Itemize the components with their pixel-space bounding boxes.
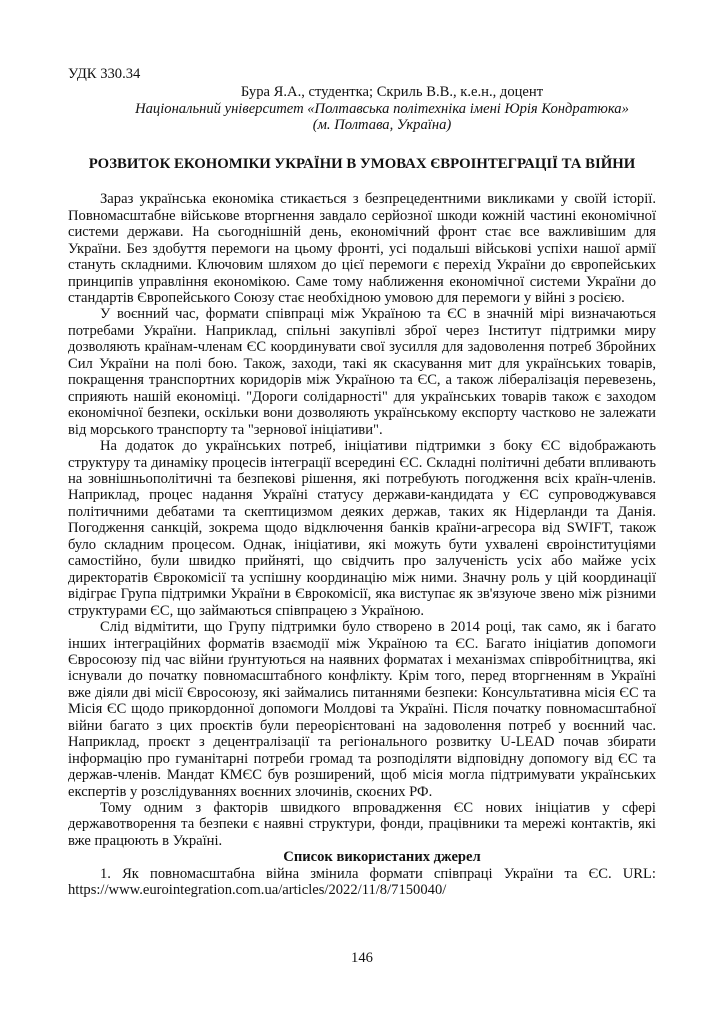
paragraph: У воєнний час, формати співпраці між Україною та ЄС в значній мірі визначаються потребами України. Наприклад, спільні закупівлі зброї через Інститут підтримки миру дозволяють країнам-членам ЄС координувати свої зусилля для задоволення потреб Збройних Сил України на полі бою. Також, заходи, такі як скасування мит для українських товарів, покращення транспортних коридорів між Україною та ЄС, а також лібералізація перевезень, сприяють нашій економіці. "Дороги солідарності" для українських товарів також є заходом економічної безпеки, оскільки вони дозволяють українському експорту частково не залежати від морського транспорту та "зернової ініціативи". [68,306,656,438]
document-page [68,66,656,899]
affiliation: Національний університет «Полтавська політехніка імені Юрія Кондратюка» [135,100,629,117]
paragraph: Слід відмітити, що Групу підтримки було створено в 2014 році, так само, як і багато інших інтеграційних форматів взаємодії між Україною та ЄС. Багато ініціатив допомоги Євросоюзу під час війни ґрунтуються на наявних форматах і механізмах співробітництва, які існували до початку повномасштабного конфлікту. Крім того, перед вторгненням в Україні вже діяли дві місії Євросоюзу, які займались питаннями безпеки: Консультативна місія ЄС та Місія ЄС щодо прикордонної допомоги Молдові та Україні. Після початку повномасштабної війни багато з цих проєктів були переорієнтовані на задоволення потреб у воєнний час. Наприклад, проєкт з децентралізації та регіонального розвитку U-LEAD почав збирати інформацію про гуманітарні потреби громад та розподіляти відповідну допомогу від ЄС та держав-членів. Мандат КМЄС був розширений, щоб місія могла підтримувати українських експертів у розслідуваннях воєнних злочинів, скоєних РФ. [68,619,656,800]
authors: Бура Я.А., студентка; Скриль В.В., к.е.н., доцент [240,84,544,101]
article-title: РОЗВИТОК ЕКОНОМІКИ УКРАЇНИ В УМОВАХ ЄВРОІНТЕГРАЦІЇ ТА ВІЙНИ [88,155,636,172]
references-heading: Список використаних джерел [283,849,481,866]
paragraph: На додаток до українських потреб, ініціативи підтримки з боку ЄС відображають структуру та динаміку процесів інтеграції всередині ЄС. Складні політичні дебати впливають на зовнішньополітичні та безпекові рішення, які потребують погодження всіх країн-членів. Наприклад, процес надання Україні статусу держави-кандидата у ЄС супроводжувався політичними дебатами та скептицизмом деяких держав, таких як Нідерланди та Данія. Погодження санкцій, зокрема щодо відключення банків країни-агресора від SWIFT, також було складним процесом. Однак, ініціативи, які можуть бути ухвалені євроінституціями самостійно, були швидко прийняті, що свідчить про залученість усіх або майже усіх директоратів Єврокомісії та успішну координацію між ними. Значну роль у цій координації відіграє Група підтримки України в Єврокомісії, яка виступає як зв'язуюче звено між різними структурами ЄС, що займаються співпрацею з Україною. [68,438,656,619]
page-number: 146 [351,950,373,966]
reference-item: 1. Як повномасштабна війна змінила формати співпраці України та ЄС. URL: https://www.eurointegration.com.ua/articles/2022/11/8/7150040/ [68,865,656,899]
paragraph: Зараз українська економіка стикається з безпрецедентними викликами у своїй історії. Повномасштабне військове вторгнення завдало серйозної шкоди кожній частині економічної системи держави. На сьогоднішній день, економічний фронт стає все важливішим для України. Без здобуття перемоги на цьому фронті, усі подальші військові успіхи нашої армії стануть складними. Ключовим шляхом до цієї перемоги є перехід України до європейських принципів управління економікою. Саме тому наближення економічної системи України до стандартів Європейського Союзу стає необхідною умовою для перемоги у війні з росією. [68,191,656,306]
location: (м. Полтава, Україна) [312,117,452,134]
udk-code: УДК 330.34 [68,66,141,82]
paragraph: Тому одним з факторів швидкого впровадження ЄС нових ініціатив у сфері державотворення та безпеки є наявні структури, фонди, працівники та мережі контактів, які вже працюють в Україні. [68,800,656,849]
